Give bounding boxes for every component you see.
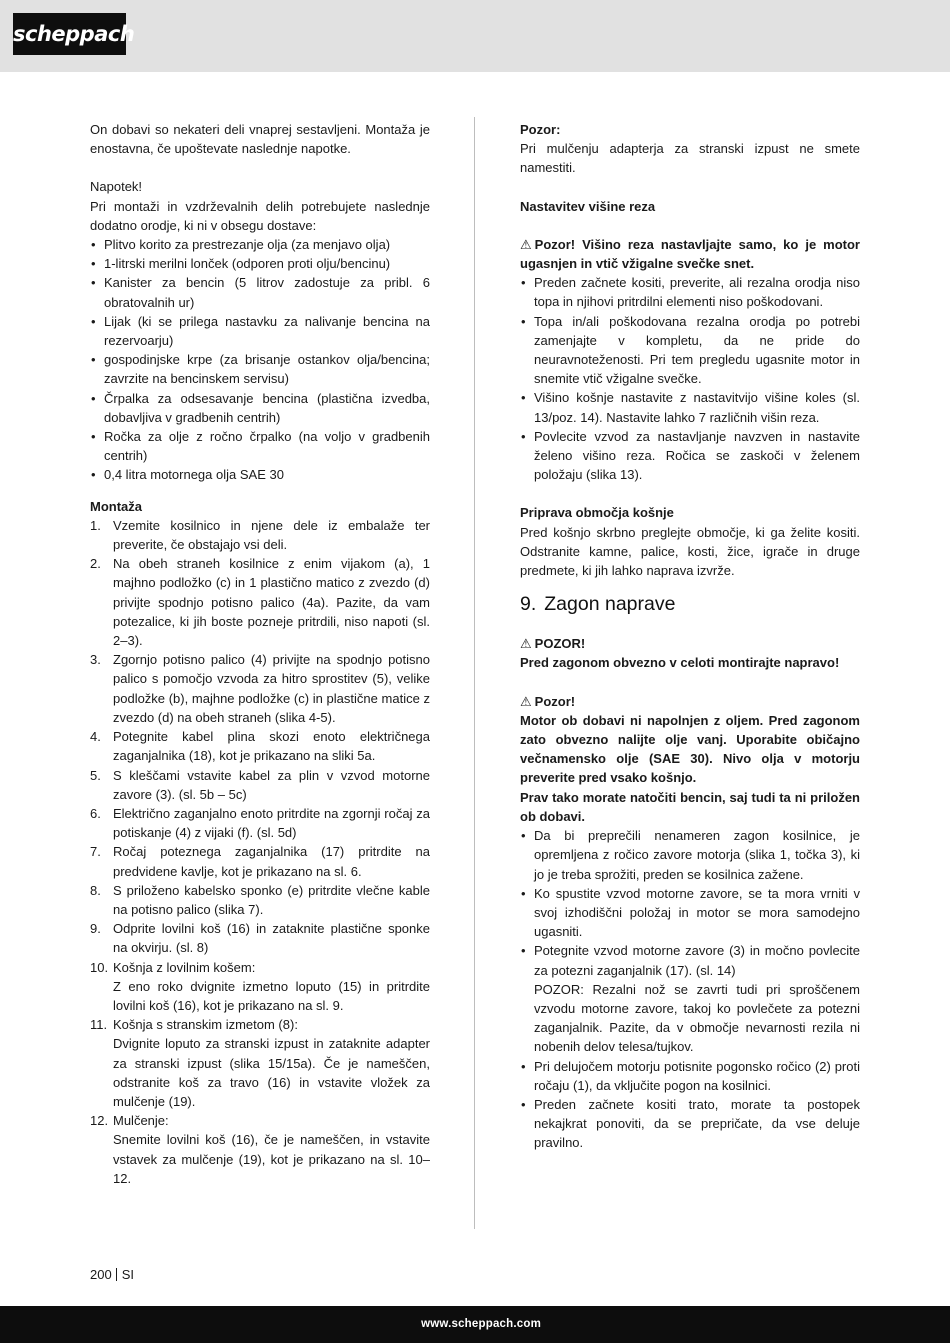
note-text: Pri montaži in vzdrževalnih delih potrebujete naslednje dodatno orodje, ki ni v obsegu dostave: <box>90 198 430 233</box>
column-divider <box>474 117 475 1229</box>
cutting-height-warning: ⚠ Pozor! Višino reza nastavljajte samo, ko je motor ugasnjen in vtič vžigalne svečke snet. <box>520 236 860 272</box>
step-item: 8. S priloženo kabelsko sponko (e) pritrdite vlečne kable na potisno palico (slika 7). <box>90 882 430 917</box>
website-link[interactable]: www.scheppach.com <box>421 1318 541 1330</box>
list-item: • Ko spustite vzvod motorne zavore, se ta mora vrniti v svoj izhodiščni položaj in motor se mora samodejno ugasniti. <box>520 884 860 942</box>
scheppach-logo: scheppach <box>13 13 126 55</box>
caution-title: Pozor: <box>520 122 561 137</box>
left-column <box>90 120 430 1188</box>
oil-warning-text: Motor ob dobavi ni napolnjen z oljem. Pred zagonom zato obvezno nalijte olje vanj. Uporabite običajno večnamensko olje (SAE 30). Nivo olja v motorju preverite pred vsako košnjo. <box>520 712 860 786</box>
assembly-heading: Montaža <box>90 498 142 514</box>
warning-title: ⚠ POZOR! <box>520 634 860 653</box>
intro-paragraph: On dobavi so nekateri deli vnaprej sestavljeni. Montaža je enostavna, če upoštevate naslednje napotke. <box>90 122 430 157</box>
cutting-height-list <box>520 273 860 484</box>
list-item: • Črpalka za odsesavanje bencina (plastična izvedba, dobavljiva v gradbenih centrih) <box>90 389 430 427</box>
right-column <box>520 120 860 1153</box>
list-item: • Plitvo korito za prestrezanje olja (za menjavo olja) <box>90 235 430 254</box>
list-item: • Lijak (ki se prilega nastavku za nalivanje bencina na rezervoarju) <box>90 312 430 350</box>
fuel-warning-text: Prav tako morate natočiti bencin, saj tudi ta ni priložen ob dobavi. <box>520 789 860 824</box>
oil-warning-title: ⚠ Pozor! <box>520 692 860 711</box>
list-item: • Povlecite vzvod za nastavljanje navzven in nastavite želeno višino reza. Ročica se zaskoči v želenem položaju (slika 13). <box>520 427 860 485</box>
warning-icon: ⚠ <box>520 693 532 709</box>
step-item: 10. Košnja z lovilnim košem: Z eno roko dvignite izmetno loputo (15) in pritrdite lovilni koš (16), kot je prikazano na sl. 9. <box>90 959 430 1013</box>
tools-list <box>90 235 430 485</box>
mowing-area-heading: Priprava območja košnje <box>520 505 674 521</box>
list-item: • Preden začnete kositi, preverite, ali rezalna orodja niso topa in njihovi pritrdilni elementi niso poškodovani. <box>520 273 860 311</box>
step-item: 7. Ročaj poteznega zaganjalnika (17) pritrdite na predvidene kavlje, kot je prikazano na sl. 6. <box>90 844 430 879</box>
list-item: • Preden začnete kositi trato, morate ta postopek nekajkrat ponoviti, da se prepričate, da vse deluje pravilno. <box>520 1095 860 1153</box>
warning-text: Pred zagonom obvezno v celoti montirajte napravo! <box>520 655 840 671</box>
note-title: Napotek! <box>90 179 143 195</box>
warning-icon: ⚠ <box>520 236 532 252</box>
caution-text: Pri mulčenju adapterja za stranski izpust ne smete namestiti. <box>520 141 860 176</box>
cutting-height-heading: Nastavitev višine reza <box>520 198 656 214</box>
list-item: • Ročka za olje z ročno črpalko (na voljo v gradbenih centrih) <box>90 427 430 465</box>
list-item: • Višino košnje nastavite z nastavitvijo višine koles (sl. 13/poz. 14). Nastavite lahko 7 različnih višin reza. <box>520 388 860 426</box>
page-number: 200 SI <box>90 1267 134 1282</box>
step-item: 5. S kleščami vstavite kabel za plin v vzvod motorne zavore (3). (sl. 5b – 5c) <box>90 767 430 802</box>
list-item: • Pri delujočem motorju potisnite pogonsko ročico (2) proti ročaju (1), da vključite pogon na kosilnici. <box>520 1057 860 1095</box>
step-item: 1. Vzemite kosilnico in njene dele iz embalaže ter preverite, če obstajajo vsi deli. <box>90 517 430 553</box>
list-item: • 1-litrski merilni lonček (odporen proti olju/bencinu) <box>90 254 430 273</box>
step-item: 2. Na obeh straneh kosilnice z enim vijakom (a), 1 majhno podložko (c) in 1 plastično matico z zvezdo (d) privijte spodnjo potisno palico (4a). Pazite, da vam potezalice, ki jih boste pozneje pritrdili, niso napoti (sl. 2–3). <box>90 556 430 649</box>
footer-bar <box>0 1306 950 1343</box>
warning-icon: ⚠ <box>520 636 532 652</box>
start-list <box>520 826 860 1152</box>
assembly-steps <box>90 516 430 1188</box>
step-item: 9. Odprite lovilni koš (16) in zataknite plastične sponke na okvirju. (sl. 8) <box>90 921 430 956</box>
list-item: • Kanister za bencin (5 litrov zadostuje za pribl. 6 obratovalnih ur) <box>90 273 430 311</box>
list-item: • 0,4 litra motornega olja SAE 30 <box>90 465 430 484</box>
step-item: 11. Košnja s stranskim izmetom (8): Dvignite loputo za stranski izpust in zataknite adapter za stranski izpust (slika 15/15a). Če je nameščen, odstranite koš za travo (16) in vstavite vložek za mulčenje (19). <box>90 1017 430 1109</box>
chapter-title: 9. Zagon naprave <box>520 593 676 616</box>
step-item: 3. Zgornjo potisno palico (4) privijte na spodnjo potisno palico s pomočjo vzvoda za hitro sprostitev (5), velike podložke (b), majhne podložke (c) in plastične matice z zvezdo (d) na obeh straneh (slika 4-5). <box>90 652 430 725</box>
header-bar <box>0 0 950 72</box>
list-item: • Potegnite vzvod motorne zavore (3) in močno povlecite za potezni zaganjalnik (17). (sl. 14) POZOR: Rezalni nož se zavrti tudi pri sproščenem vzvodu motorne zavore, takoj ko povlečete za potezni zaganjalnik. Pazite, da v območje nevarnosti rezila ni nobenih delov telesa/tujkov. <box>520 941 860 1056</box>
mowing-area-text: Pred košnjo skrbno preglejte območje, ki ga želite kositi. Odstranite kamne, palice, kosti, žice, igrače in druge predmete, ki jih lahko naprava izvrže. <box>520 524 860 579</box>
step-item: 12. Mulčenje: Snemite lovilni koš (16), če je nameščen, in vstavite vstavek za mulčenje (19), kot je prikazano na sl. 10–12. <box>90 1113 430 1186</box>
step-item: 4. Potegnite kabel plina skozi enoto električnega zaganjalnika (18), kot je prikazano na sliki 5a. <box>90 729 430 764</box>
list-item: • Topa in/ali poškodovana rezalna orodja po potrebi zamenjajte v kompletu, da ne pride do neuravnoteženosti. Pri tem pregledu ugasnite motor in snemite vtič vžigalne svečke. <box>520 312 860 389</box>
step-item: 6. Električno zaganjalno enoto pritrdite na zgornji ročaj za potiskanje (4) z vijaki (f). (sl. 5d) <box>90 805 430 841</box>
list-item: • Da bi preprečili nenameren zagon kosilnice, je opremljena z ročico zavore motorja (slika 1, točka 3), ki jo je treba sprožiti, preden se kosilnica zažene. <box>520 826 860 884</box>
list-item: • gospodinjske krpe (za brisanje ostankov olja/bencina; zavrzite na bencinskem servisu) <box>90 350 430 388</box>
